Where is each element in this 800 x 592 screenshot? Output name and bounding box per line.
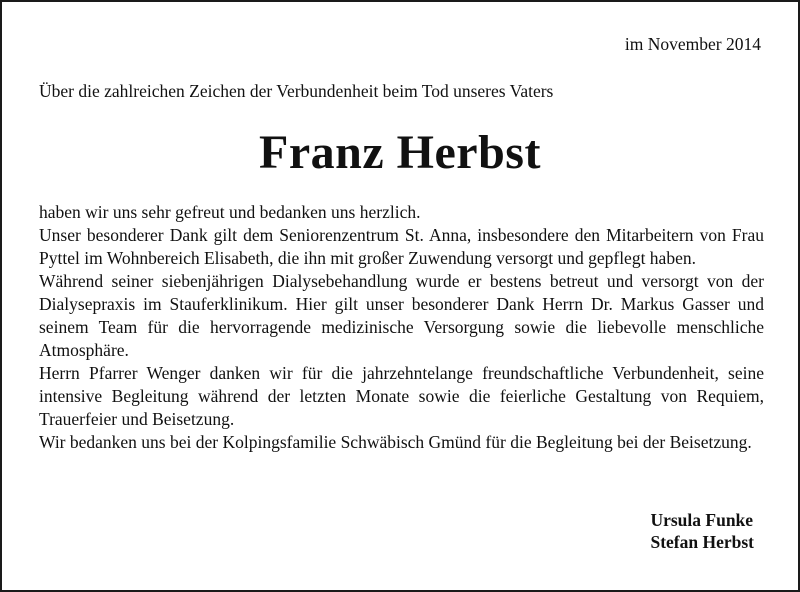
intro-line: Über die zahlreichen Zeichen der Verbundenheit beim Tod unseres Vaters bbox=[39, 81, 554, 101]
notice-date: im November 2014 bbox=[624, 34, 761, 54]
signature-ursula-funke: Ursula Funke bbox=[650, 510, 754, 530]
deceased-name: Franz Herbst bbox=[259, 126, 541, 179]
signatures bbox=[650, 509, 754, 553]
notice-body bbox=[39, 201, 764, 454]
paragraph-senior-center: Unser besonderer Dank gilt dem Seniorenzentrum St. Anna, insbesondere den Mitarbeitern von Frau Pyttel im Wohnbereich Elisabeth, die ihn mit großer Zuwendung versorgt und gepflegt haben. bbox=[39, 225, 764, 268]
signature-stefan-herbst: Stefan Herbst bbox=[650, 532, 754, 552]
paragraph-pastor: Herrn Pfarrer Wenger danken wir für die jahrzehntelange freundschaftliche Verbundenheit, seine intensive Begleitung während der letzten Monate sowie die feierliche Gestaltung von Requiem, Trauerfeier und Beisetzung. bbox=[39, 363, 764, 429]
paragraph-dialysis: Während seiner siebenjährigen Dialysebehandlung wurde er bestens betreut und versorgt von der Dialysepraxis im Stauferklinikum. Hier gilt unser besonderer Dank Herrn Dr. Markus Gasser und seinem Team für die hervorragende medizinische Versorgung sowie die liebevolle menschliche Atmosphäre. bbox=[39, 271, 764, 360]
paragraph-kolping: Wir bedanken uns bei der Kolpingsfamilie Schwäbisch Gmünd für die Begleitung bei der Beisetzung. bbox=[39, 432, 752, 452]
paragraph-thanks: haben wir uns sehr gefreut und bedanken uns herzlich. bbox=[39, 202, 421, 222]
